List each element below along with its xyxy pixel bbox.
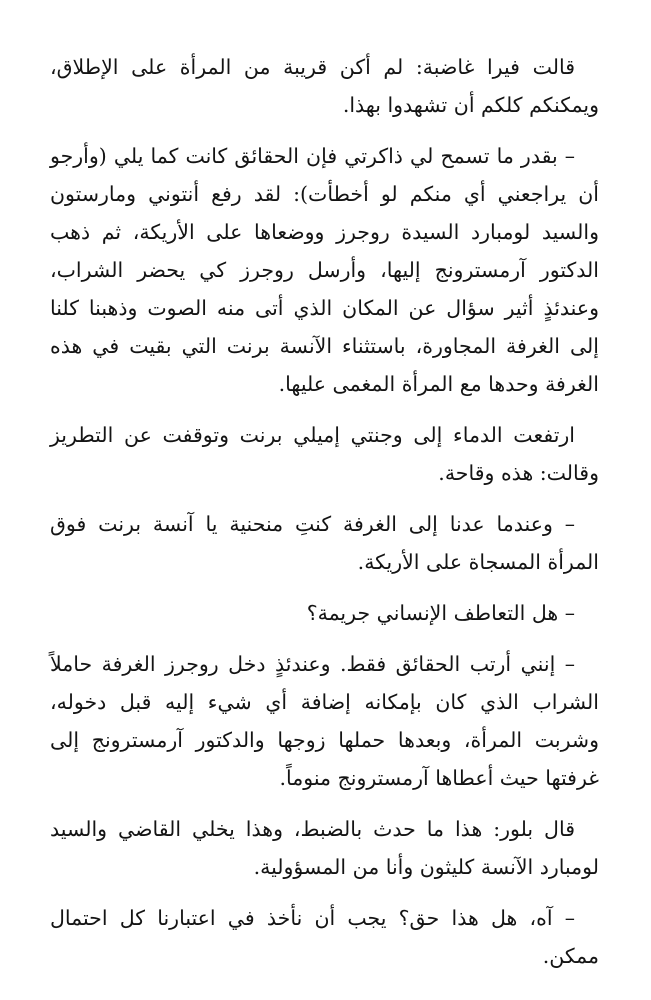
paragraph-6: – إنني أرتب الحقائق فقط. وعندئذٍ دخل روجرز الغرفة حاملاً الشراب الذي كان بإمكانه إضافة أي شيء إليه قبل دخوله، وشربت المرأة، وبعدها حملها زوجها والدكتور آرمسترونج إلى غرفتها حيث أعطاها آرمسترونج منوماً.	[50, 652, 599, 790]
paragraph-3: ارتفعت الدماء إلى وجنتي إميلي برنت وتوقفت عن التطريز وقالت: هذه وقاحة.	[50, 423, 599, 485]
paragraph-1: قالت فيرا غاضبة: لم أكن قريبة من المرأة على الإطلاق، ويمكنكم كلكم أن تشهدوا بهذا.	[50, 55, 599, 117]
paragraph-7: قال بلور: هذا ما حدث بالضبط، وهذا يخلي القاضي والسيد لومبارد الآنسة كليثون وأنا من المسؤولية.	[50, 817, 599, 879]
paragraph-5: – هل التعاطف الإنساني جريمة؟	[306, 601, 575, 625]
paragraph-4: – وعندما عدنا إلى الغرفة كنتِ منحنية يا آنسة برنت فوق المرأة المسجاة على الأريكة.	[50, 512, 599, 574]
paragraph-2: – بقدر ما تسمح لي ذاكرتي فإن الحقائق كانت كما يلي (وأرجو أن يراجعني أي منكم لو أخطأت): لقد رفع أنتوني ومارستون والسيد لومبارد السيدة روجرز ووضعاها على الأريكة، ثم ذهب الدكتور آرمسترونج إليها، وأرسل روجرز كي يحضر الشراب، وعندئذٍ أثير سؤال عن المكان الذي أتى منه الصوت وذهبنا كلنا إلى الغرفة المجاورة، باستثناء الآنسة برنت التي بقيت في هذه الغرفة وحدها مع المرأة المغمى عليها.	[50, 144, 599, 396]
paragraph-8: – آه، هل هذا حق؟ يجب أن نأخذ في اعتبارنا كل احتمال ممكن.	[50, 906, 599, 968]
